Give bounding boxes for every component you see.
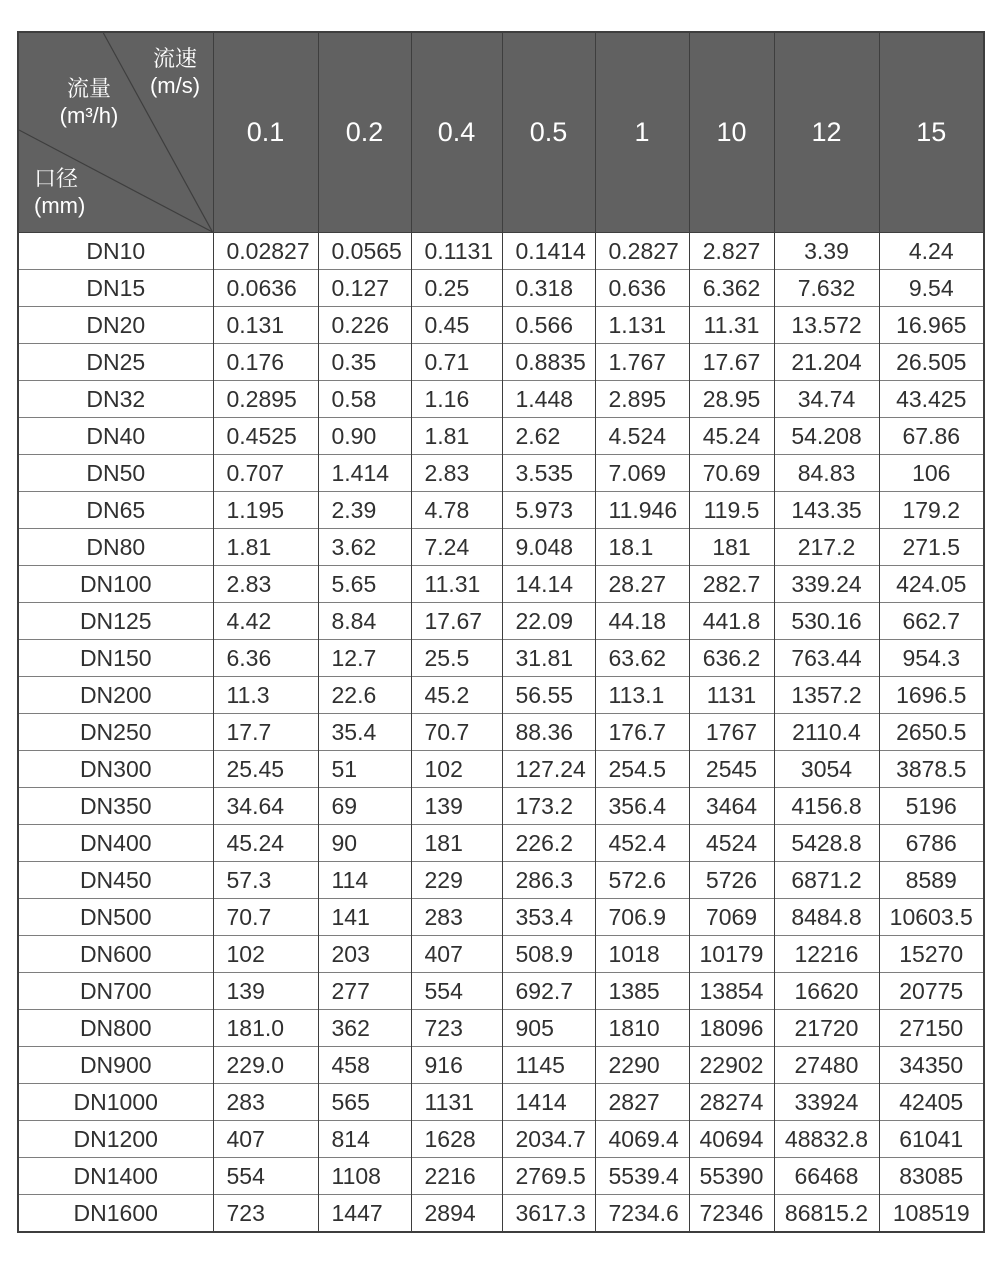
value-cell: 530.16 [774,603,879,640]
speed-header-cell: 0.1 [213,32,318,233]
value-cell: 407 [411,936,502,973]
value-cell: 424.05 [879,566,984,603]
table-row [18,307,984,344]
header-label-diameter [34,165,85,219]
value-cell: 34.64 [213,788,318,825]
value-cell: 905 [502,1010,595,1047]
value-cell: 70.7 [213,899,318,936]
value-cell: 954.3 [879,640,984,677]
header-label-flow-velocity [133,45,217,99]
value-cell: 339.24 [774,566,879,603]
value-cell: 1.767 [595,344,689,381]
dn-label-cell: DN80 [18,529,213,566]
value-cell: 34350 [879,1047,984,1084]
value-cell: 14.14 [502,566,595,603]
value-cell: 2.895 [595,381,689,418]
value-cell: 7.632 [774,270,879,307]
header-label-flow-rate [45,75,133,129]
value-cell: 15270 [879,936,984,973]
table-row [18,1084,984,1121]
value-cell: 565 [318,1084,411,1121]
value-cell: 2769.5 [502,1158,595,1195]
value-cell: 43.425 [879,381,984,418]
dn-label-cell: DN1000 [18,1084,213,1121]
value-cell: 0.636 [595,270,689,307]
dn-label-cell: DN1400 [18,1158,213,1195]
value-cell: 1018 [595,936,689,973]
value-cell: 4.24 [879,233,984,270]
value-cell: 45.24 [689,418,774,455]
value-cell: 86815.2 [774,1195,879,1233]
value-cell: 13854 [689,973,774,1010]
value-cell: 27150 [879,1010,984,1047]
value-cell: 0.2827 [595,233,689,270]
table-row [18,788,984,825]
value-cell: 4524 [689,825,774,862]
value-cell: 54.208 [774,418,879,455]
value-cell: 70.7 [411,714,502,751]
dn-label-cell: DN125 [18,603,213,640]
flow-velocity-unit: (m/s) [149,73,201,98]
value-cell: 55390 [689,1158,774,1195]
value-cell: 0.0636 [213,270,318,307]
value-cell: 10179 [689,936,774,973]
value-cell: 636.2 [689,640,774,677]
table-row [18,1047,984,1084]
value-cell: 141 [318,899,411,936]
value-cell: 45.24 [213,825,318,862]
value-cell: 0.8835 [502,344,595,381]
value-cell: 0.0565 [318,233,411,270]
value-cell: 3464 [689,788,774,825]
value-cell: 5196 [879,788,984,825]
value-cell: 181.0 [213,1010,318,1047]
speed-header-cell: 12 [774,32,879,233]
value-cell: 2216 [411,1158,502,1195]
value-cell: 113.1 [595,677,689,714]
value-cell: 458 [318,1047,411,1084]
value-cell: 2.62 [502,418,595,455]
value-cell: 5726 [689,862,774,899]
value-cell: 706.9 [595,899,689,936]
value-cell: 22902 [689,1047,774,1084]
dn-label-cell: DN700 [18,973,213,1010]
value-cell: 723 [213,1195,318,1233]
value-cell: 3.535 [502,455,595,492]
value-cell: 3617.3 [502,1195,595,1233]
dn-label-cell: DN150 [18,640,213,677]
value-cell: 286.3 [502,862,595,899]
value-cell: 0.71 [411,344,502,381]
dn-label-cell: DN450 [18,862,213,899]
dn-label-cell: DN250 [18,714,213,751]
value-cell: 692.7 [502,973,595,1010]
value-cell: 763.44 [774,640,879,677]
value-cell: 0.1131 [411,233,502,270]
value-cell: 3.62 [318,529,411,566]
value-cell: 1131 [689,677,774,714]
speed-header-cell: 10 [689,32,774,233]
value-cell: 119.5 [689,492,774,529]
value-cell: 508.9 [502,936,595,973]
value-cell: 13.572 [774,307,879,344]
value-cell: 554 [213,1158,318,1195]
value-cell: 176.7 [595,714,689,751]
value-cell: 441.8 [689,603,774,640]
value-cell: 0.2895 [213,381,318,418]
dn-label-cell: DN400 [18,825,213,862]
value-cell: 203 [318,936,411,973]
table-row [18,899,984,936]
dn-label-cell: DN15 [18,270,213,307]
value-cell: 2290 [595,1047,689,1084]
table-row [18,1121,984,1158]
value-cell: 12.7 [318,640,411,677]
flow-velocity-text: 流速 [152,46,197,71]
value-cell: 0.707 [213,455,318,492]
value-cell: 5.65 [318,566,411,603]
value-cell: 17.7 [213,714,318,751]
table-row [18,233,984,270]
value-cell: 7.069 [595,455,689,492]
value-cell: 3.39 [774,233,879,270]
value-cell: 28.27 [595,566,689,603]
value-cell: 1.81 [213,529,318,566]
value-cell: 1628 [411,1121,502,1158]
value-cell: 5.973 [502,492,595,529]
value-cell: 0.318 [502,270,595,307]
value-cell: 8589 [879,862,984,899]
dn-label-cell: DN350 [18,788,213,825]
diameter-unit: (mm) [34,193,86,218]
value-cell: 44.18 [595,603,689,640]
table-row [18,1195,984,1233]
speed-header-cell: 1 [595,32,689,233]
table-row [18,603,984,640]
value-cell: 0.02827 [213,233,318,270]
value-cell: 4.524 [595,418,689,455]
value-cell: 1810 [595,1010,689,1047]
value-cell: 2.83 [411,455,502,492]
value-cell: 11.31 [411,566,502,603]
value-cell: 51 [318,751,411,788]
value-cell: 723 [411,1010,502,1047]
value-cell: 9.54 [879,270,984,307]
value-cell: 181 [411,825,502,862]
value-cell: 5428.8 [774,825,879,862]
value-cell: 11.31 [689,307,774,344]
value-cell: 34.74 [774,381,879,418]
value-cell: 16620 [774,973,879,1010]
value-cell: 12216 [774,936,879,973]
dn-label-cell: DN40 [18,418,213,455]
table-row [18,973,984,1010]
value-cell: 1414 [502,1084,595,1121]
value-cell: 0.1414 [502,233,595,270]
value-cell: 88.36 [502,714,595,751]
dn-label-cell: DN300 [18,751,213,788]
value-cell: 2034.7 [502,1121,595,1158]
table-row [18,677,984,714]
table-row [18,566,984,603]
dn-label-cell: DN1600 [18,1195,213,1233]
value-cell: 1696.5 [879,677,984,714]
value-cell: 33924 [774,1084,879,1121]
value-cell: 0.4525 [213,418,318,455]
header-row [18,32,984,233]
value-cell: 28.95 [689,381,774,418]
value-cell: 0.226 [318,307,411,344]
value-cell: 4156.8 [774,788,879,825]
value-cell: 1.16 [411,381,502,418]
value-cell: 42405 [879,1084,984,1121]
value-cell: 25.45 [213,751,318,788]
value-cell: 572.6 [595,862,689,899]
table-row [18,344,984,381]
speed-header-cell: 15 [879,32,984,233]
value-cell: 67.86 [879,418,984,455]
dn-label-cell: DN25 [18,344,213,381]
value-cell: 57.3 [213,862,318,899]
value-cell: 0.90 [318,418,411,455]
value-cell: 282.7 [689,566,774,603]
value-cell: 217.2 [774,529,879,566]
value-cell: 139 [213,973,318,1010]
value-cell: 1447 [318,1195,411,1233]
speed-header-cell: 0.2 [318,32,411,233]
table-row [18,714,984,751]
table-body [18,233,984,1233]
value-cell: 814 [318,1121,411,1158]
value-cell: 0.176 [213,344,318,381]
value-cell: 229.0 [213,1047,318,1084]
value-cell: 1767 [689,714,774,751]
value-cell: 25.5 [411,640,502,677]
speed-header-cell: 0.4 [411,32,502,233]
value-cell: 8484.8 [774,899,879,936]
value-cell: 28274 [689,1084,774,1121]
value-cell: 22.09 [502,603,595,640]
value-cell: 0.127 [318,270,411,307]
dn-label-cell: DN32 [18,381,213,418]
value-cell: 0.35 [318,344,411,381]
value-cell: 90 [318,825,411,862]
value-cell: 362 [318,1010,411,1047]
table-row [18,455,984,492]
value-cell: 4.42 [213,603,318,640]
table-row [18,492,984,529]
value-cell: 1.131 [595,307,689,344]
value-cell: 662.7 [879,603,984,640]
value-cell: 0.58 [318,381,411,418]
value-cell: 26.505 [879,344,984,381]
value-cell: 271.5 [879,529,984,566]
value-cell: 4.78 [411,492,502,529]
dn-label-cell: DN1200 [18,1121,213,1158]
value-cell: 127.24 [502,751,595,788]
table-row [18,936,984,973]
value-cell: 2.83 [213,566,318,603]
speed-header-cell: 0.5 [502,32,595,233]
value-cell: 35.4 [318,714,411,751]
value-cell: 66468 [774,1158,879,1195]
value-cell: 22.6 [318,677,411,714]
dn-label-cell: DN50 [18,455,213,492]
table-row [18,381,984,418]
value-cell: 18096 [689,1010,774,1047]
value-cell: 106 [879,455,984,492]
dn-label-cell: DN800 [18,1010,213,1047]
value-cell: 1.414 [318,455,411,492]
value-cell: 102 [213,936,318,973]
value-cell: 63.62 [595,640,689,677]
table-row [18,1010,984,1047]
table-row [18,640,984,677]
value-cell: 11.3 [213,677,318,714]
value-cell: 102 [411,751,502,788]
value-cell: 17.67 [411,603,502,640]
value-cell: 108519 [879,1195,984,1233]
value-cell: 27480 [774,1047,879,1084]
value-cell: 7.24 [411,529,502,566]
value-cell: 18.1 [595,529,689,566]
value-cell: 1108 [318,1158,411,1195]
dn-label-cell: DN10 [18,233,213,270]
value-cell: 2110.4 [774,714,879,751]
value-cell: 226.2 [502,825,595,862]
table-row [18,862,984,899]
table-row [18,529,984,566]
value-cell: 16.965 [879,307,984,344]
table-row [18,751,984,788]
dn-label-cell: DN65 [18,492,213,529]
value-cell: 72346 [689,1195,774,1233]
corner-header-cell [18,32,213,233]
value-cell: 3878.5 [879,751,984,788]
value-cell: 70.69 [689,455,774,492]
flow-rate-text: 流量 [66,76,111,101]
value-cell: 277 [318,973,411,1010]
table-row [18,418,984,455]
value-cell: 2827 [595,1084,689,1121]
table-row [18,1158,984,1195]
value-cell: 69 [318,788,411,825]
flow-rate-unit: (m³/h) [59,103,119,128]
value-cell: 2894 [411,1195,502,1233]
value-cell: 21.204 [774,344,879,381]
value-cell: 6.362 [689,270,774,307]
value-cell: 0.566 [502,307,595,344]
value-cell: 916 [411,1047,502,1084]
value-cell: 114 [318,862,411,899]
value-cell: 11.946 [595,492,689,529]
value-cell: 9.048 [502,529,595,566]
flow-rate-table-container [17,31,985,1233]
value-cell: 2545 [689,751,774,788]
value-cell: 283 [213,1084,318,1121]
value-cell: 1131 [411,1084,502,1121]
table-row [18,825,984,862]
value-cell: 353.4 [502,899,595,936]
dn-label-cell: DN500 [18,899,213,936]
value-cell: 7069 [689,899,774,936]
value-cell: 2.827 [689,233,774,270]
value-cell: 20775 [879,973,984,1010]
value-cell: 181 [689,529,774,566]
value-cell: 3054 [774,751,879,788]
value-cell: 173.2 [502,788,595,825]
value-cell: 5539.4 [595,1158,689,1195]
value-cell: 1.195 [213,492,318,529]
flow-rate-table [17,31,985,1233]
value-cell: 356.4 [595,788,689,825]
value-cell: 6.36 [213,640,318,677]
value-cell: 2650.5 [879,714,984,751]
value-cell: 61041 [879,1121,984,1158]
value-cell: 554 [411,973,502,1010]
value-cell: 254.5 [595,751,689,788]
value-cell: 48832.8 [774,1121,879,1158]
table-row [18,270,984,307]
value-cell: 84.83 [774,455,879,492]
value-cell: 0.131 [213,307,318,344]
value-cell: 139 [411,788,502,825]
value-cell: 143.35 [774,492,879,529]
value-cell: 0.25 [411,270,502,307]
value-cell: 1.81 [411,418,502,455]
value-cell: 8.84 [318,603,411,640]
value-cell: 452.4 [595,825,689,862]
value-cell: 1.448 [502,381,595,418]
value-cell: 45.2 [411,677,502,714]
dn-label-cell: DN600 [18,936,213,973]
value-cell: 407 [213,1121,318,1158]
value-cell: 40694 [689,1121,774,1158]
value-cell: 2.39 [318,492,411,529]
value-cell: 4069.4 [595,1121,689,1158]
diameter-text: 口径 [34,166,79,191]
value-cell: 0.45 [411,307,502,344]
value-cell: 1145 [502,1047,595,1084]
value-cell: 6786 [879,825,984,862]
value-cell: 6871.2 [774,862,879,899]
value-cell: 21720 [774,1010,879,1047]
value-cell: 83085 [879,1158,984,1195]
value-cell: 17.67 [689,344,774,381]
value-cell: 10603.5 [879,899,984,936]
dn-label-cell: DN20 [18,307,213,344]
dn-label-cell: DN100 [18,566,213,603]
value-cell: 1385 [595,973,689,1010]
value-cell: 283 [411,899,502,936]
value-cell: 229 [411,862,502,899]
dn-label-cell: DN200 [18,677,213,714]
value-cell: 7234.6 [595,1195,689,1233]
value-cell: 1357.2 [774,677,879,714]
value-cell: 56.55 [502,677,595,714]
value-cell: 179.2 [879,492,984,529]
value-cell: 31.81 [502,640,595,677]
dn-label-cell: DN900 [18,1047,213,1084]
